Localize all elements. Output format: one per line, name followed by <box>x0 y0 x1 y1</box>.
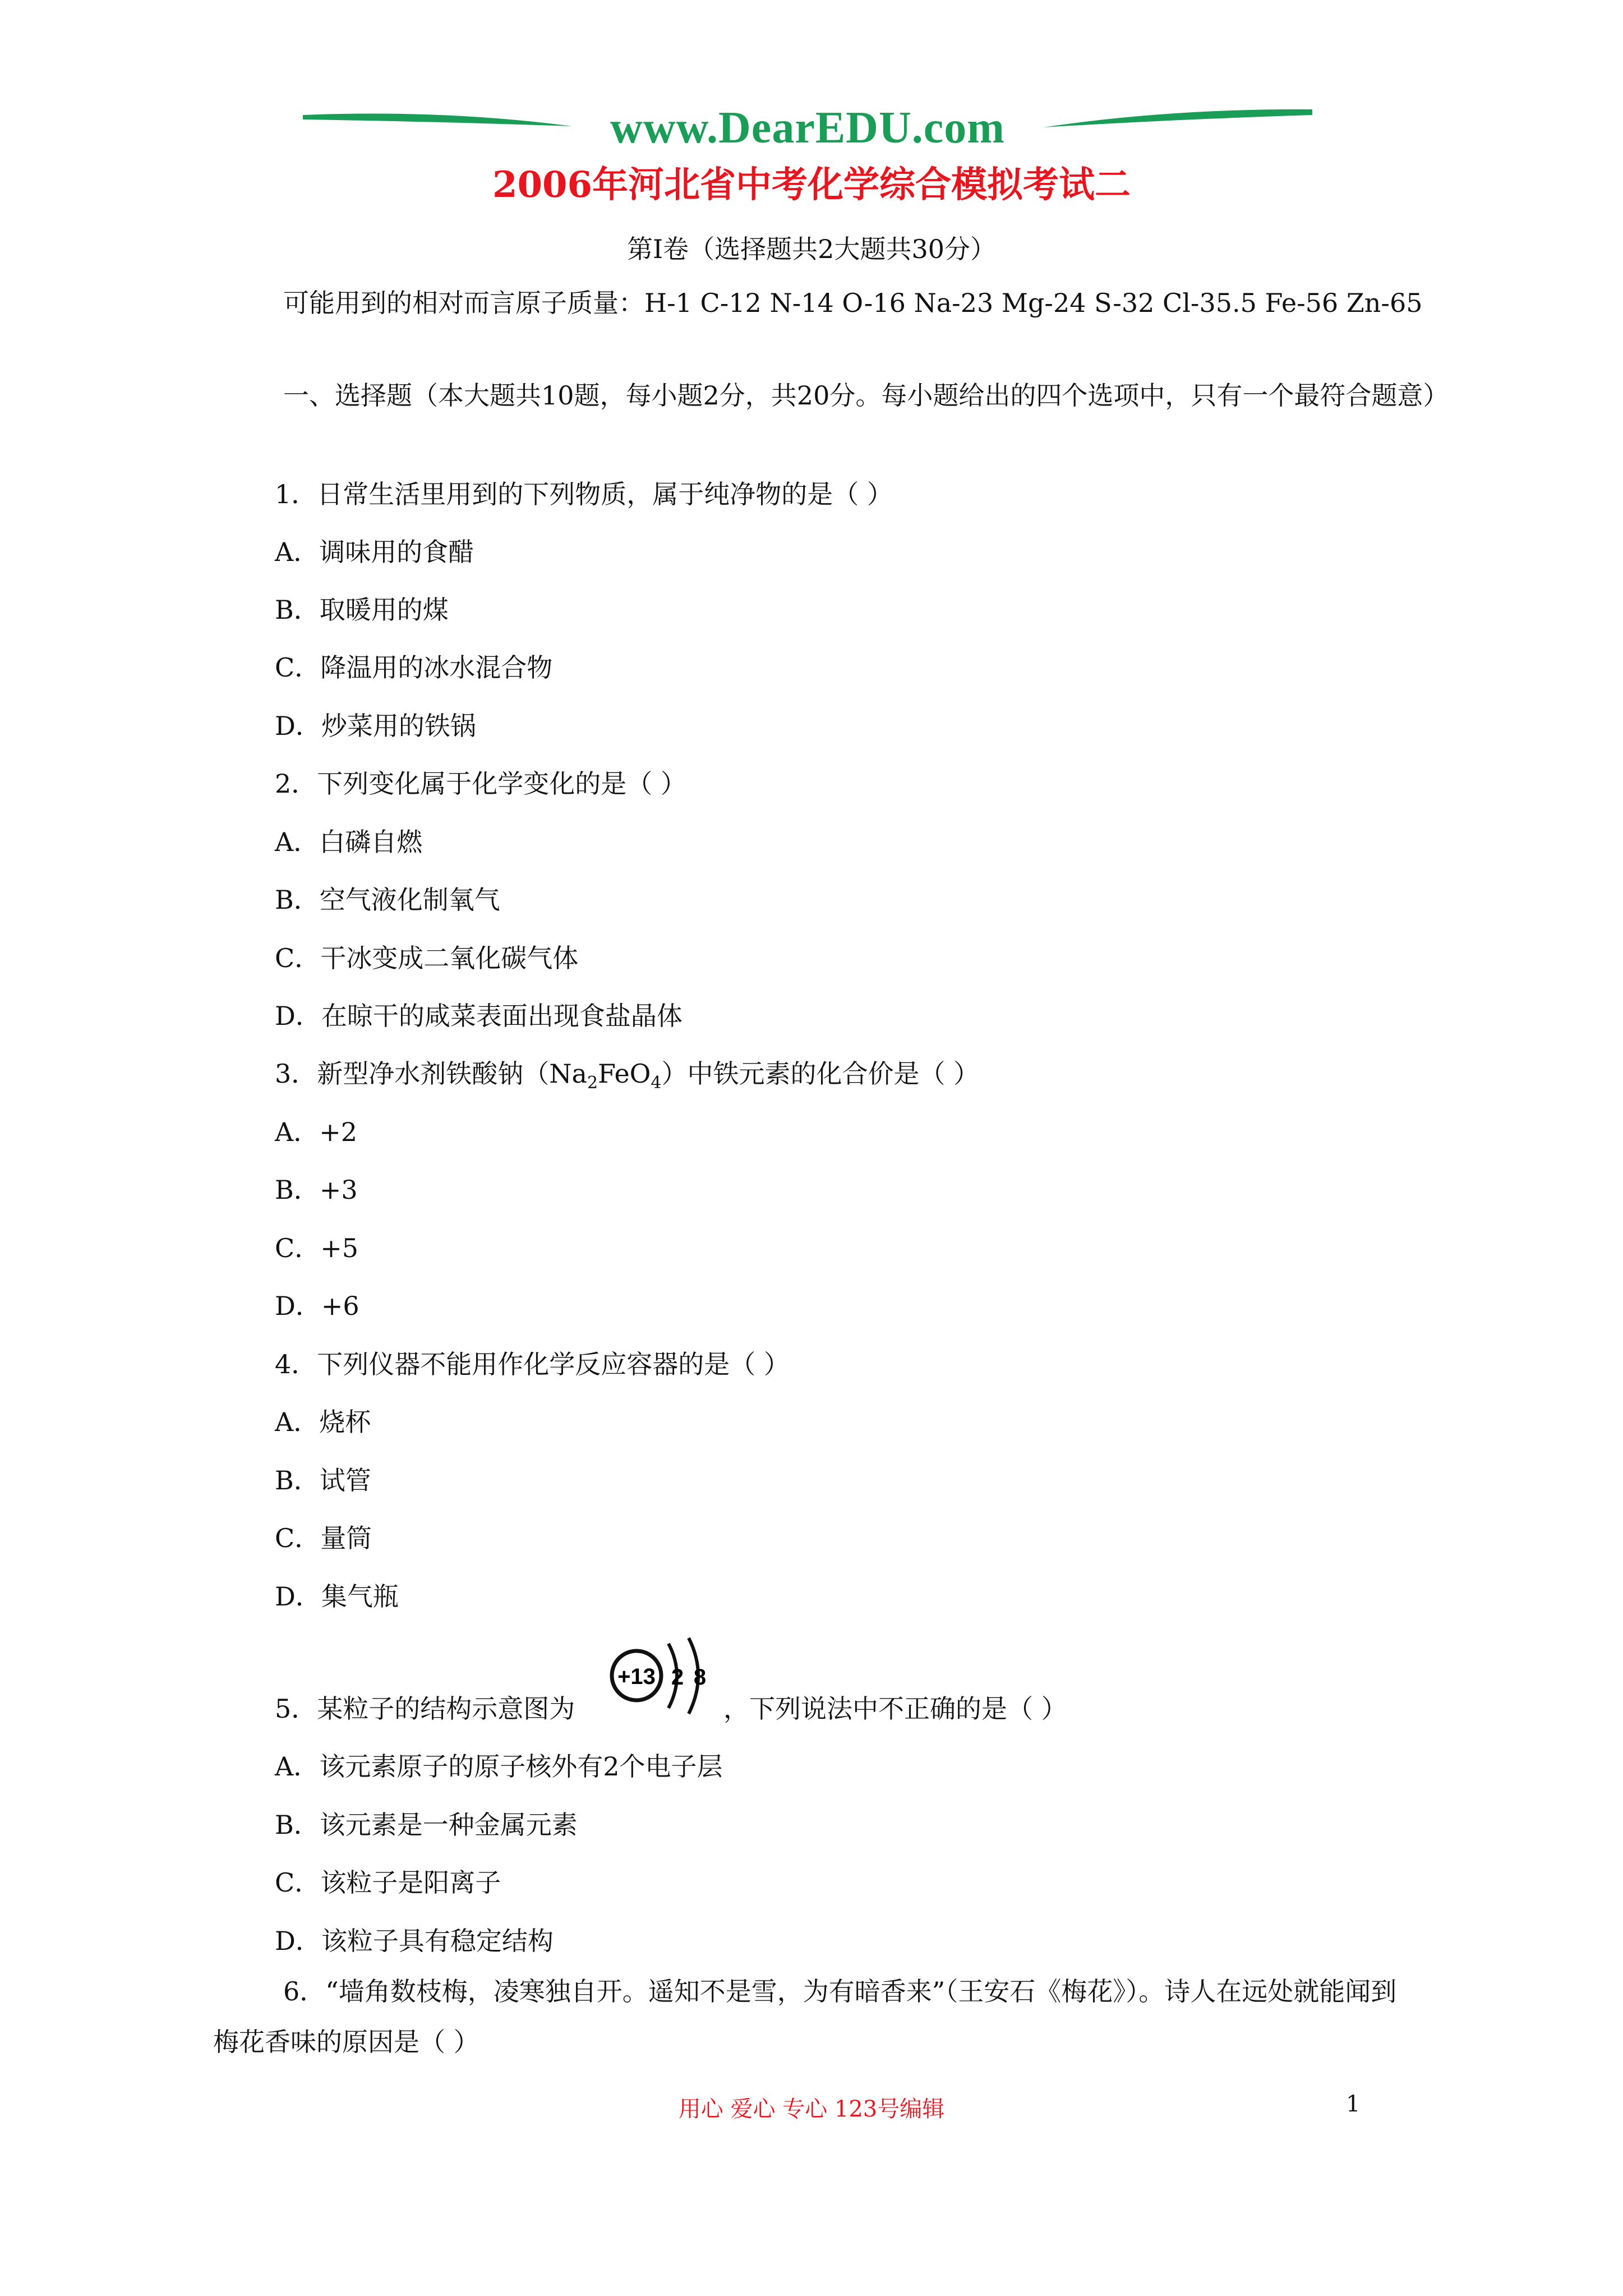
exam-subtitle: 第Ⅰ卷（选择题共2大题共30分） <box>627 234 996 264</box>
question-2-option-b: B．空气液化制氧气 <box>275 885 500 915</box>
page-number: 1 <box>1346 2091 1361 2117</box>
question-6-stem: 6．“墙角数枝梅，凌寒独自开。遥知不是雪，为有暗香来”（王安石《梅花》）。诗人在远处就能闻到梅花香味的原因是（ ） <box>213 1976 1397 2057</box>
question-1-option-b: B．取暖用的煤 <box>275 595 449 625</box>
question-4-option-b: B．试管 <box>275 1465 371 1496</box>
footer-credit: 用心 爱心 专心 123号编辑 <box>678 2096 945 2122</box>
header-banner <box>303 93 1312 154</box>
banner-site-name: www.DearEDU.com <box>610 103 1005 153</box>
question-2-stem: 2．下列变化属于化学变化的是（ ） <box>275 769 686 799</box>
question-3-stem-mid: FeO <box>598 1059 651 1089</box>
question-3-stem-post: ）中铁元素的化合价是（ ） <box>661 1059 980 1089</box>
question-3-subscript-1: 2 <box>587 1073 598 1093</box>
question-3-option-a: A．+2 <box>275 1117 358 1147</box>
question-5-stem-pre: 5．某粒子的结构示意图为 <box>275 1694 575 1724</box>
question-5-option-a: A．该元素原子的原子核外有2个电子层 <box>275 1751 723 1782</box>
question-5-option-c: C．该粒子是阳离子 <box>275 1867 501 1898</box>
question-5-stem-post: ，下列说法中不正确的是（ ） <box>723 1694 1067 1724</box>
question-4-option-d: D．集气瓶 <box>275 1581 399 1612</box>
question-1-option-c: C．降温用的冰水混合物 <box>275 652 553 683</box>
question-4-option-c: C．量筒 <box>275 1523 372 1553</box>
question-2-option-a: A．白磷自燃 <box>275 827 423 857</box>
question-1-option-d: D．炒菜用的铁锅 <box>275 711 476 741</box>
atomic-structure-diagram <box>606 1635 718 1719</box>
question-3-option-b: B．+3 <box>275 1175 358 1205</box>
question-2-option-c: C．干冰变成二氧化碳气体 <box>275 943 579 973</box>
question-3-stem-pre: 3．新型净水剂铁酸钠（Na <box>275 1059 587 1089</box>
question-3-stem <box>275 1053 979 1093</box>
question-3-option-c: C．+5 <box>275 1233 359 1263</box>
exam-title: 2006年河北省中考化学综合模拟考试二 <box>492 164 1131 206</box>
question-2-option-d: D．在晾干的咸菜表面出现食盐晶体 <box>275 1001 683 1031</box>
diagram-shell-1-electrons: 2 <box>671 1665 684 1690</box>
question-5-option-b: B．该元素是一种金属元素 <box>275 1810 578 1840</box>
question-1-option-a: A．调味用的食醋 <box>275 537 474 567</box>
question-3-option-d: D．+6 <box>275 1291 359 1321</box>
question-5-option-d: D．该粒子具有稳定结构 <box>275 1926 554 1956</box>
question-3-subscript-2: 4 <box>651 1073 662 1093</box>
question-4-stem: 4．下列仪器不能用作化学反应容器的是（ ） <box>275 1349 790 1379</box>
section-1-heading: 一、选择题（本大题共10题，每小题2分，共20分。每小题给出的四个选项中，只有一个最符合题意） <box>283 380 1449 411</box>
diagram-shell-2-electrons: 8 <box>693 1665 707 1690</box>
diagram-nucleus-charge: +13 <box>617 1664 656 1689</box>
atomic-masses-line: 可能用到的相对而言原子质量：H-1 C-12 N-14 O-16 Na-23 Mg-24 S-32 Cl-35.5 Fe-56 Zn-65 <box>283 288 1423 318</box>
question-4-option-a: A．烧杯 <box>275 1407 371 1437</box>
question-1-stem: 1．日常生活里用到的下列物质，属于纯净物的是（ ） <box>275 479 893 509</box>
